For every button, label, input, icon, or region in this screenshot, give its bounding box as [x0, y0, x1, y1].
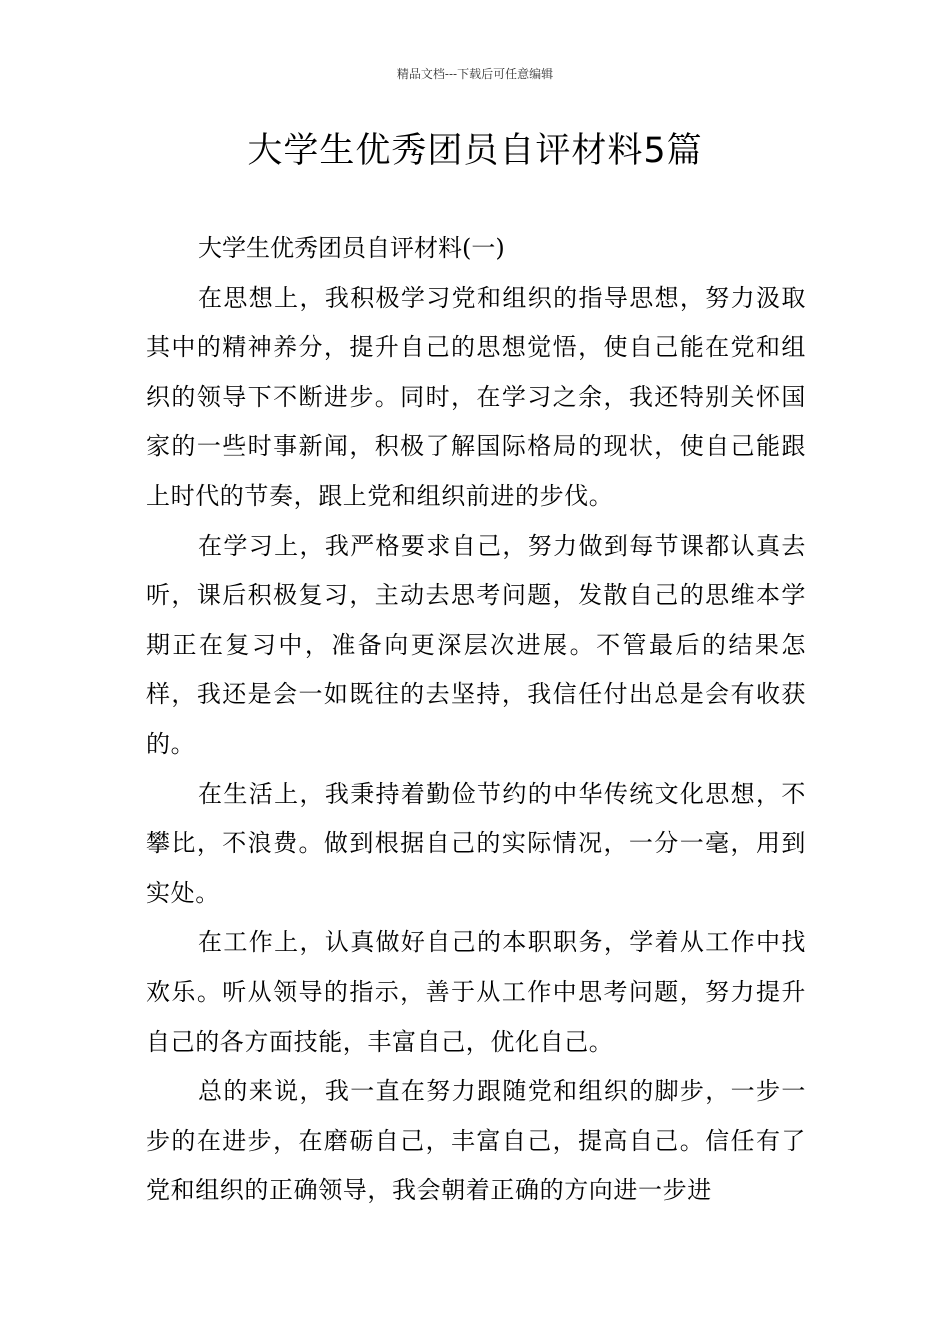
- document-body: [146, 224, 806, 1216]
- paragraph-thought: 在思想上，我积极学习党和组织的指导思想，努力汲取其中的精神养分，提升自己的思想觉悟，使自己能在党和组织的领导下不断进步。同时，在学习之余，我还特别关怀国家的一些时事新闻，积极了解国际格局的现状，使自己能跟上时代的节奏，跟上党和组织前进的步伐。: [146, 283, 806, 510]
- paragraph-work: 在工作上，认真做好自己的本职职务，学着从工作中找欢乐。听从领导的指示，善于从工作中思考问题，努力提升自己的各方面技能，丰富自己，优化自己。: [146, 928, 806, 1056]
- header-note: 精品文档---下载后可任意编辑: [396, 67, 554, 81]
- paragraph-summary: 总的来说，我一直在努力跟随党和组织的脚步，一步一步的在进步，在磨砺自己，丰富自己，提高自己。信任有了党和组织的正确领导，我会朝着正确的方向进一步进: [146, 1077, 806, 1205]
- section-heading: 大学生优秀团员自评材料(一): [198, 234, 505, 262]
- paragraph-life: 在生活上，我秉持着勤俭节约的中华传统文化思想，不攀比，不浪费。做到根据自己的实际情况，一分一毫，用到实处。: [146, 779, 806, 907]
- paragraph-study: 在学习上，我严格要求自己，努力做到每节课都认真去听，课后积极复习，主动去思考问题，发散自己的思维本学期正在复习中，准备向更深层次进展。不管最后的结果怎样，我还是会一如既往的去坚持，我信任付出总是会有收获的。: [146, 531, 806, 758]
- document-title: 大学生优秀团员自评材料5篇: [247, 131, 703, 171]
